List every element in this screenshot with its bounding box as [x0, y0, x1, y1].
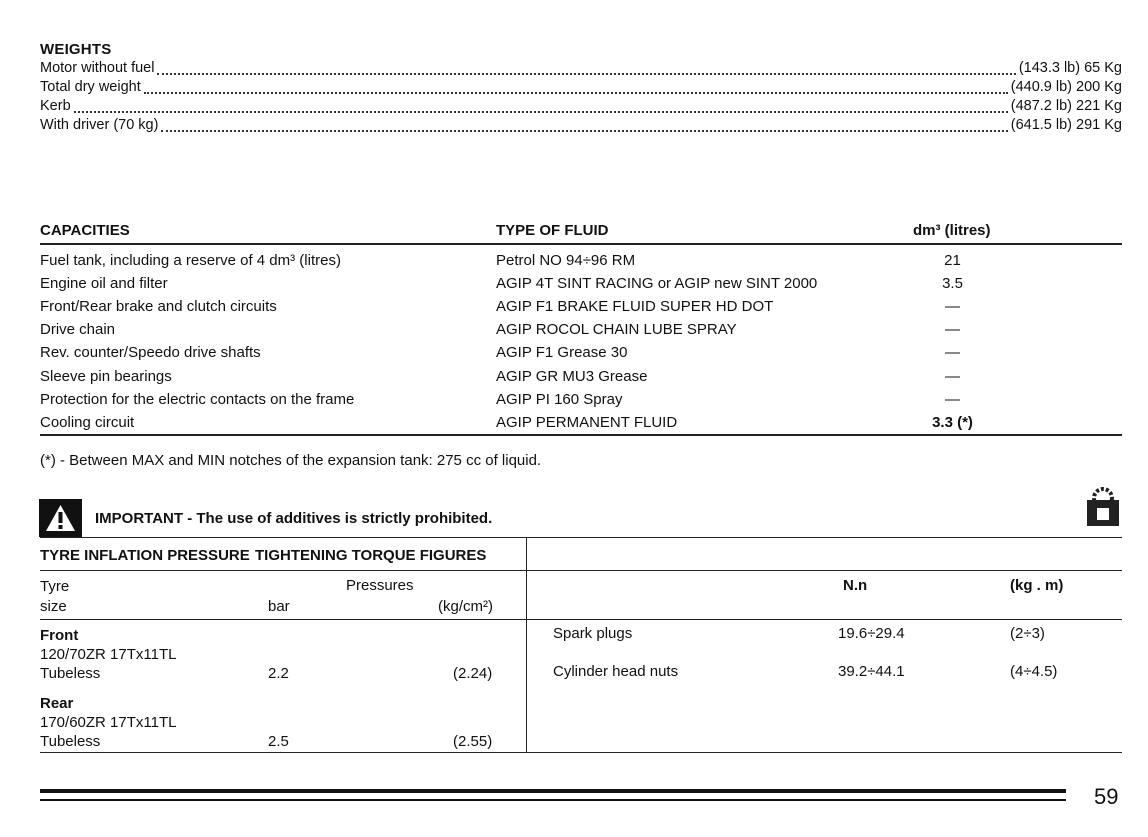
weight-row — [40, 98, 1122, 117]
bar-unit: bar — [268, 598, 290, 615]
capacity-volume: — — [945, 368, 960, 385]
capacity-volume: — — [945, 321, 960, 338]
nm-header: N.n — [843, 577, 868, 594]
capacity-volume: 3.5 — [942, 275, 963, 292]
weight-value: (440.9 lb) 200 Kg — [1010, 79, 1122, 95]
front-tyre-bar: 2.2 — [268, 665, 289, 682]
weight-label: Kerb — [40, 98, 71, 114]
fluid-type-header: TYPE OF FLUID — [496, 222, 609, 239]
weight-label: Total dry weight — [40, 79, 141, 95]
front-tyre-type: Tubeless — [40, 665, 101, 682]
dot-leader — [144, 92, 1008, 94]
capacity-item: Protection for the electric contacts on the frame — [40, 391, 355, 408]
dot-leader — [161, 130, 1007, 132]
tyre-col-header-2: size — [40, 598, 67, 615]
torque-kgm: (4÷4.5) — [1010, 663, 1058, 680]
footer-rule-thin — [40, 799, 1066, 801]
capacity-item: Sleeve pin bearings — [40, 368, 172, 385]
torque-item: Spark plugs — [553, 625, 633, 642]
pressures-header: Pressures — [346, 577, 414, 594]
capacity-volume: 3.3 (*) — [932, 414, 973, 431]
capacities-header: CAPACITIES — [40, 222, 130, 239]
tyre-pressure-title: TYRE INFLATION PRESSURE — [40, 547, 250, 564]
rear-tyre-bar: 2.5 — [268, 733, 289, 750]
capacity-item: Rev. counter/Speedo drive shafts — [40, 344, 261, 361]
bottom-header-rule — [40, 570, 1122, 571]
torque-nm: 19.6÷29.4 — [838, 625, 905, 642]
page-number: 59 — [1094, 784, 1119, 809]
rear-tyre-label: Rear — [40, 695, 74, 712]
bottom-table-bottom-rule — [40, 752, 1122, 753]
weight-label: With driver (70 kg) — [40, 117, 159, 133]
front-tyre-label: Front — [40, 627, 79, 644]
rear-tyre-type: Tubeless — [40, 733, 101, 750]
bottom-table-top-rule — [40, 537, 1122, 538]
capacity-fluid: AGIP PI 160 Spray — [496, 391, 623, 408]
capacity-fluid: AGIP F1 BRAKE FLUID SUPER HD DOT — [496, 298, 774, 315]
capacity-item: Front/Rear brake and clutch circuits — [40, 298, 277, 315]
capacities-header-rule — [40, 243, 1122, 245]
dot-leader — [157, 73, 1015, 75]
capacity-volume: — — [945, 344, 960, 361]
volume-header: dm³ (litres) — [913, 222, 991, 239]
capacity-item: Fuel tank, including a reserve of 4 dm³ (litres) — [40, 252, 341, 269]
capacity-item: Cooling circuit — [40, 414, 135, 431]
gear-icon — [1084, 486, 1122, 528]
capacities-bottom-rule — [40, 434, 1122, 436]
capacity-item: Engine oil and filter — [40, 275, 168, 292]
weight-label: Motor without fuel — [40, 60, 155, 76]
capacity-volume: 21 — [944, 252, 961, 269]
tyre-subheader-rule — [40, 619, 526, 620]
capacity-footnote: (*) - Between MAX and MIN notches of the expansion tank: 275 cc of liquid. — [40, 452, 542, 469]
torque-kgm: (2÷3) — [1010, 625, 1045, 642]
tyre-col-header: Tyre — [40, 578, 70, 595]
kgcm2-unit: (kg/cm²) — [438, 598, 493, 615]
capacity-volume: — — [945, 298, 960, 315]
capacity-volume: — — [945, 391, 960, 408]
dot-leader — [74, 111, 1008, 113]
footer-rule-thick — [40, 789, 1066, 793]
rear-tyre-size: 170/60ZR 17Tx11TL — [40, 714, 177, 731]
rear-tyre-kg: (2.55) — [453, 733, 493, 750]
torque-title: TIGHTENING TORQUE FIGURES — [255, 547, 487, 564]
capacity-item: Drive chain — [40, 321, 116, 338]
capacity-fluid: AGIP GR MU3 Grease — [496, 368, 648, 385]
torque-item: Cylinder head nuts — [553, 663, 679, 680]
torque-nm: 39.2÷44.1 — [838, 663, 905, 680]
weight-value: (487.2 lb) 221 Kg — [1010, 98, 1122, 114]
important-notice: IMPORTANT - The use of additives is strictly prohibited. — [95, 510, 493, 527]
front-tyre-size: 120/70ZR 17Tx11TL — [40, 646, 177, 663]
weight-row — [40, 117, 1122, 136]
weight-value: (143.3 lb) 65 Kg — [1018, 60, 1122, 76]
torque-subheader-rule — [526, 619, 1122, 620]
warning-triangle-icon — [39, 499, 82, 537]
capacity-fluid: Petrol NO 94÷96 RM — [496, 252, 636, 269]
weight-value: (641.5 lb) 291 Kg — [1010, 117, 1122, 133]
front-tyre-kg: (2.24) — [453, 665, 493, 682]
capacity-fluid: AGIP F1 Grease 30 — [496, 344, 628, 361]
kgm-header: (kg . m) — [1010, 577, 1064, 594]
capacity-fluid: AGIP ROCOL CHAIN LUBE SPRAY — [496, 321, 737, 338]
capacity-fluid: AGIP PERMANENT FLUID — [496, 414, 678, 431]
capacity-fluid: AGIP 4T SINT RACING or AGIP new SINT 2000 — [496, 275, 818, 292]
weight-row — [40, 60, 1122, 79]
weight-row — [40, 79, 1122, 98]
weights-title: WEIGHTS — [40, 41, 112, 58]
